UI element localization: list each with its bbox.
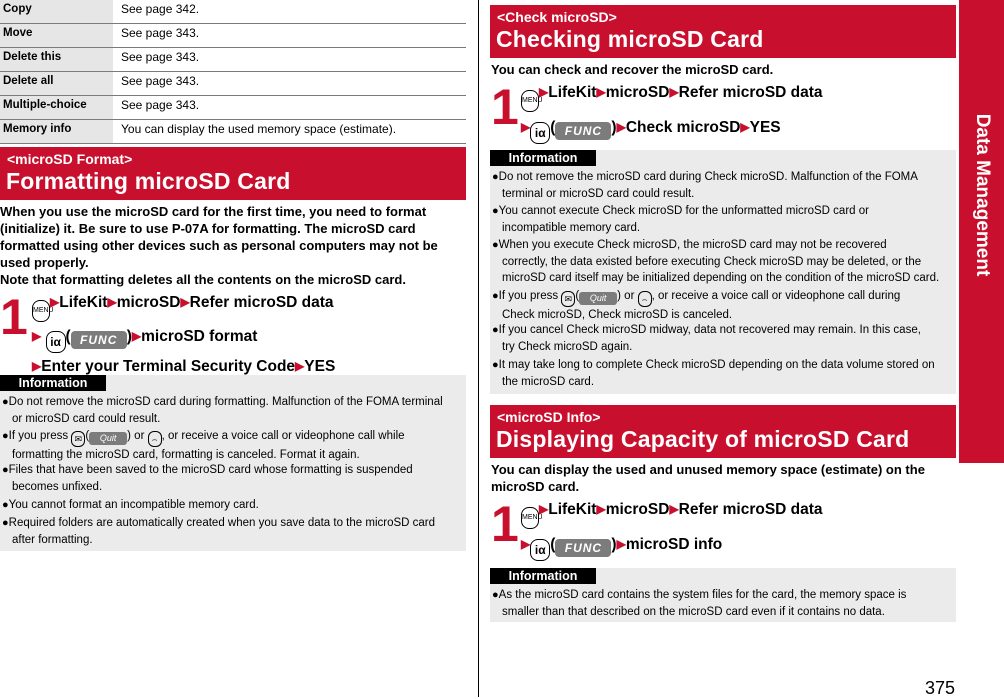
info-item <box>2 515 435 548</box>
quit-softkey-icon: Quit <box>579 292 617 305</box>
table-row <box>0 72 466 96</box>
format-lead <box>0 203 466 288</box>
info-item <box>492 203 869 236</box>
info-item <box>2 462 413 495</box>
row-value: See page 343. <box>121 98 200 112</box>
info-text: after formatting. <box>12 533 93 546</box>
step-text: microSD format <box>141 328 258 345</box>
info-item <box>492 357 935 390</box>
func-softkey-icon: FUNC <box>555 122 611 140</box>
info-text: Files that have been saved to the microSD card whose formatting is suspended <box>8 464 413 476</box>
section-subtitle: <microSD Format> <box>7 151 133 167</box>
info-text: ) or <box>127 430 145 442</box>
info-item <box>2 394 443 427</box>
arrow-icon: ▶ <box>539 502 549 516</box>
arrow-icon: ▶ <box>539 85 549 99</box>
lead-line: microSD card. <box>491 479 580 494</box>
bullet-icon: ● <box>2 517 9 529</box>
lead-line: (initialize) it. Be sure to use P-07A for formatting. The microSD card <box>0 221 416 236</box>
lead-line: When you use the microSD card for the first time, you need to format <box>0 204 427 219</box>
info-text: becomes unfixed. <box>12 480 103 493</box>
step-text: Refer microSD data <box>678 84 823 101</box>
quit-softkey-icon: Quit <box>89 432 127 445</box>
mail-key-icon: ✉ <box>561 291 575 307</box>
info-text: terminal or microSD card could result. <box>502 187 695 200</box>
bullet-icon: ● <box>492 359 499 371</box>
format-section-header <box>0 147 466 200</box>
table-row <box>0 48 466 72</box>
info-item <box>492 322 921 355</box>
info-text: try Check microSD again. <box>502 340 633 353</box>
end-key-icon: ⌢ <box>148 431 162 447</box>
info-text: Required folders are automatically created when you save data to the microSD card <box>8 517 436 529</box>
info-text: Do not remove the microSD card during Check microSD. Malfunction of the FOMA <box>498 171 918 183</box>
bullet-icon: ● <box>2 430 9 442</box>
bullet-icon: ● <box>2 464 9 476</box>
infosec-step: MENU▶LifeKit▶microSD▶Refer microSD data ▶ iα ( FUNC )▶microSD info <box>521 499 823 561</box>
step-text: microSD <box>605 84 670 101</box>
info-text: If you cancel Check microSD midway, data not recovered may remain. In this case, <box>498 324 921 336</box>
info-text: ( <box>85 430 90 442</box>
row-value: See page 343. <box>121 50 200 64</box>
bullet-icon: ● <box>492 205 499 217</box>
section-title: Displaying Capacity of microSD Card <box>496 426 910 452</box>
infosec-info-box <box>490 568 956 622</box>
arrow-icon: ▶ <box>295 359 305 373</box>
info-text: microSD card itself may be initialized depending on the condition of the microSD card. <box>502 272 940 284</box>
check-section-header <box>490 5 956 58</box>
arrow-icon: ▶ <box>50 295 60 309</box>
lead-line: formatted using other devices such as personal computers may not be <box>0 238 438 253</box>
table-row <box>0 96 466 120</box>
step-text: microSD <box>116 294 181 311</box>
arrow-icon: ▶ <box>616 120 626 134</box>
step-text: LifeKit <box>548 84 597 101</box>
arrow-icon: ▶ <box>180 295 190 309</box>
side-tab-label: Data Management <box>972 113 993 277</box>
step-text: LifeKit <box>548 501 597 518</box>
lead-line: used properly. <box>0 255 89 270</box>
arrow-icon: ▶ <box>596 85 606 99</box>
func-softkey-icon: FUNC <box>71 331 127 349</box>
bullet-icon: ● <box>492 589 499 601</box>
column-divider <box>478 0 479 697</box>
info-text: smaller than that described on the microSD card even if it contains no data. <box>502 605 885 618</box>
menu-key-icon: MENU <box>521 90 539 112</box>
info-text: formatting the microSD card, formatting is canceled. Format it again. <box>12 449 360 461</box>
check-lead: You can check and recover the microSD card. <box>491 62 774 77</box>
arrow-icon: ▶ <box>521 537 531 551</box>
info-text: ( <box>575 290 580 302</box>
row-label: Copy <box>0 0 113 23</box>
menu-key-icon: MENU <box>521 507 539 529</box>
check-info-box <box>490 150 956 394</box>
format-step: MENU▶LifeKit▶microSD▶Refer microSD data ▶ iα ( FUNC )▶microSD format ▶Enter your Terminal Security Code▶YES <box>32 294 336 375</box>
arrow-icon: ▶ <box>107 295 117 309</box>
table-row <box>0 0 466 24</box>
i-key-icon: iα <box>46 331 66 353</box>
arrow-icon: ▶ <box>521 120 531 134</box>
bullet-icon: ● <box>492 239 499 251</box>
table-row <box>0 120 466 144</box>
step-number: 1 <box>0 289 28 345</box>
info-text: , or receive a voice call or videophone call during <box>651 290 901 302</box>
step-text: microSD info <box>625 536 723 553</box>
row-value: See page 343. <box>121 74 200 88</box>
arrow-icon: ▶ <box>32 359 42 373</box>
info-item <box>492 587 906 620</box>
info-text: When you execute Check microSD, the microSD card may not be recovered <box>498 239 887 251</box>
arrow-icon: ▶ <box>32 329 42 343</box>
arrow-icon: ▶ <box>131 329 142 343</box>
step-text: Refer microSD data <box>189 294 334 311</box>
row-label: Move <box>0 24 113 47</box>
info-item <box>492 288 900 324</box>
page-number: 375 <box>925 678 956 698</box>
info-text: As the microSD card contains the system files for the card, the memory space is <box>498 589 907 601</box>
section-subtitle: <microSD Info> <box>497 409 601 425</box>
bullet-icon: ● <box>492 171 499 183</box>
step-text: microSD <box>605 501 670 518</box>
info-label: Information <box>490 568 596 584</box>
bullet-icon: ● <box>492 324 499 336</box>
step-text: Check microSD <box>625 119 741 136</box>
info-section-header <box>490 405 956 458</box>
arrow-icon: ▶ <box>596 502 606 516</box>
lead-line: Note that formatting deletes all the contents on the microSD card. <box>0 272 406 287</box>
mail-key-icon: ✉ <box>71 431 85 447</box>
info-text: If you press <box>8 430 69 442</box>
info-label: Information <box>490 150 596 166</box>
info-text: incompatible memory card. <box>502 221 641 234</box>
step-text: Refer microSD data <box>678 501 823 518</box>
info-text: ) or <box>617 290 635 302</box>
table-row <box>0 24 466 48</box>
info-text: , or receive a voice call or videophone call while <box>161 430 405 442</box>
info-text: It may take long to complete Check microSD depending on the data volume stored on <box>498 359 935 371</box>
i-key-icon: iα <box>530 122 550 144</box>
info-text: You cannot execute Check microSD for the unformatted microSD card or <box>498 205 869 217</box>
row-value: You can display the used memory space (estimate). <box>121 122 397 136</box>
check-step: MENU▶LifeKit▶microSD▶Refer microSD data ▶ iα ( FUNC )▶Check microSD▶YES <box>521 82 823 144</box>
step-text: YES <box>749 119 781 136</box>
bullet-icon: ● <box>492 290 499 302</box>
arrow-icon: ▶ <box>669 502 679 516</box>
info-item <box>492 169 918 202</box>
row-label: Memory info <box>0 120 113 143</box>
row-value: See page 342. <box>121 2 200 16</box>
arrow-icon: ▶ <box>616 537 626 551</box>
info-text: the microSD card. <box>502 375 595 388</box>
infosec-lead <box>491 461 925 495</box>
end-key-icon: ⌢ <box>638 291 652 307</box>
info-text: or microSD card could result. <box>12 412 161 425</box>
step-text: LifeKit <box>59 294 108 311</box>
i-key-icon: iα <box>530 539 550 561</box>
info-item <box>2 428 405 464</box>
options-table <box>0 0 466 144</box>
section-subtitle: <Check microSD> <box>497 9 617 25</box>
lead-line: You can display the used and unused memory space (estimate) on the <box>491 462 925 477</box>
step-text: YES <box>304 358 336 375</box>
info-item <box>492 237 939 287</box>
step-number: 1 <box>491 496 519 552</box>
section-title: Checking microSD Card <box>496 26 764 52</box>
info-label: Information <box>0 375 106 391</box>
arrow-icon: ▶ <box>740 120 750 134</box>
step-number: 1 <box>491 79 519 135</box>
row-value: See page 343. <box>121 26 200 40</box>
info-item <box>2 497 259 514</box>
bullet-icon: ● <box>2 499 9 511</box>
arrow-icon: ▶ <box>669 85 679 99</box>
info-text: correctly, the data existed before executing Check microSD may be deleted, or the <box>502 255 922 268</box>
section-title: Formatting microSD Card <box>6 168 291 194</box>
row-label: Multiple-choice <box>0 96 113 119</box>
row-label: Delete all <box>0 72 113 95</box>
func-softkey-icon: FUNC <box>555 539 611 557</box>
step-text: Enter your Terminal Security Code <box>41 358 296 375</box>
info-text: You cannot format an incompatible memory card. <box>8 499 259 511</box>
bullet-icon: ● <box>2 396 9 408</box>
menu-key-icon: MENU <box>32 300 50 322</box>
format-info-box <box>0 375 466 551</box>
row-label: Delete this <box>0 48 113 71</box>
info-text: If you press <box>498 290 559 302</box>
info-text: Do not remove the microSD card during formatting. Malfunction of the FOMA terminal <box>8 396 443 408</box>
info-text: Check microSD, Check microSD is canceled. <box>502 309 733 321</box>
